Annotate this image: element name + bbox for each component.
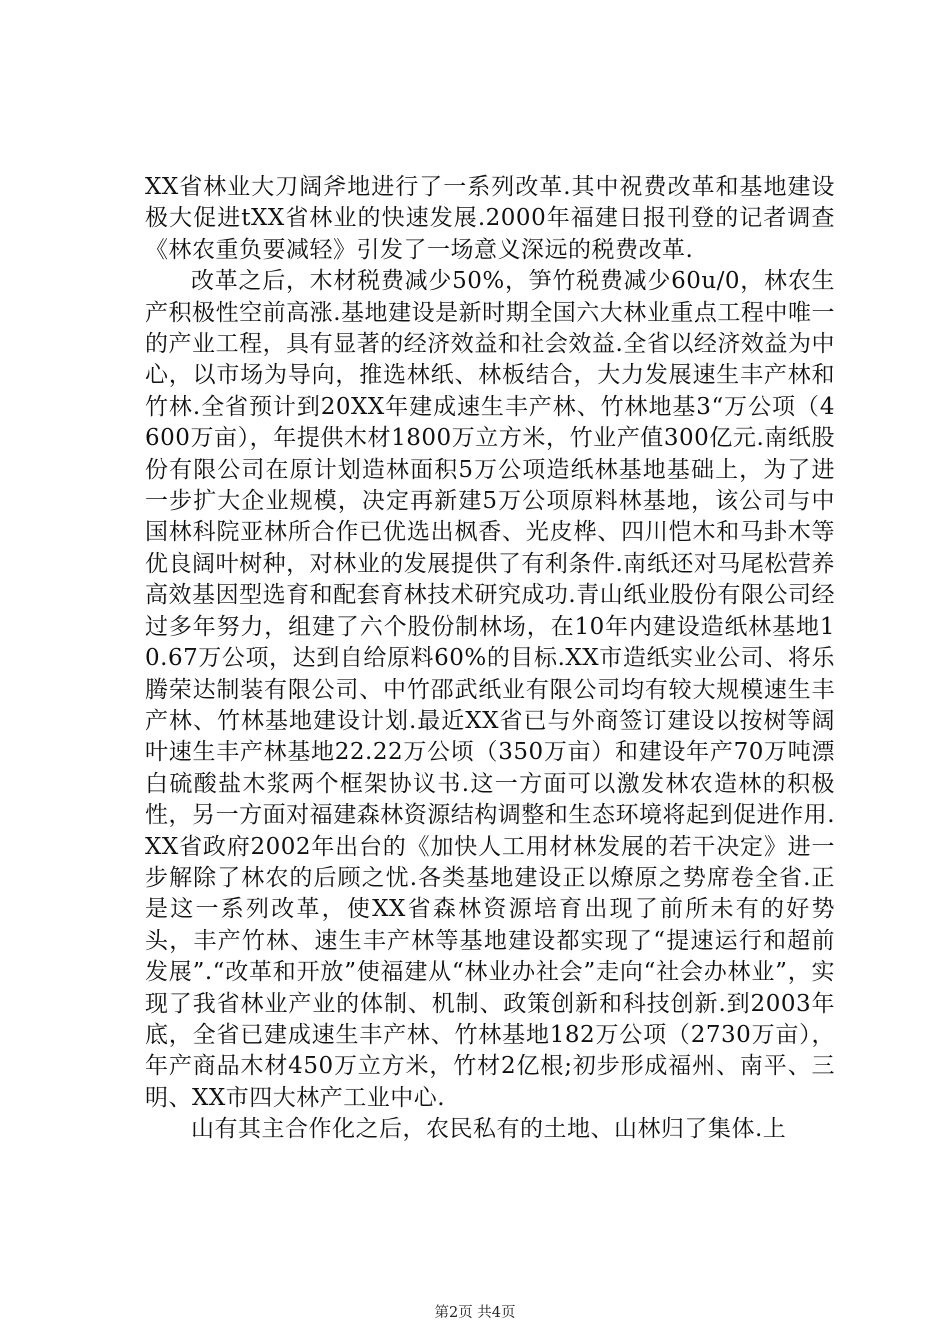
- paragraph-3: 山有其主合作化之后，农民私有的土地、山林归了集体.上: [191, 1116, 787, 1143]
- page-footer: 第2页 共4页: [434, 1305, 516, 1321]
- paragraph-1: XX省林业大刀阔斧地进行了一系列改革.其中祝费改革和基地建设极大促进tXX省林业的快速发展.2000年福建日报刊登的记者调查《林农重负要减轻》引发了一场意义深远的税费改革.: [145, 174, 835, 263]
- body-text: [145, 172, 835, 1146]
- paragraph-2: 改革之后，木材税费减少50%，笋竹税费减少60u/0，林农生产积极性空前高涨.基地建设是新时期全国六大林业重点工程中唯一的产业工程，具有显著的经济效益和社会效益.全省以经济效益为中心，以市场为导向，推选林纸、林板结合，大力发展速生丰产林和竹林.全省预计到20XX年建成速生丰产林、竹林地基3“万公项（4600万亩），年提供木材1800万立方米，竹业产值300亿元.南纸股份有限公司在原计划造林面积5万公项造纸林基地基础上，为了进一步扩大企业规模，决定再新建5万公项原料林基地，该公司与中国林科院亚林所合作已优选出枫香、光皮桦、四川恺木和马卦木等优良阔叶树种，对林业的发展提供了有利条件.南纸还对马尾松营养高效基因型选育和配套育林技术研究成功.青山纸业股份有限公司经过多年努力，组建了六个股份制林场，在10年内建设造纸林基地10.67万公项，达到自给原料60%的目标.XX市造纸实业公司、将乐腾荣达制装有限公司、中竹邵武纸业有限公司均有较大规模速生丰产林、竹林基地建设计划.最近XX省已与外商签订建设以按树等阔叶速生丰产林基地22.22万公顷（350万亩）和建设年产70万吨漂白硫酸盐木浆两个框架协议书.这一方面可以激发林农造林的积极性，另一方面对福建森林资源结构调整和生态环境将起到促进作用.XX省政府2002年出台的《加快人工用材林发展的若干决定》进一步解除了林农的后顾之忧.各类基地建设正以燎原之势席卷全省.正是这一系列改革，使XX省森林资源培育出现了前所未有的好势头，丰产竹林、速生丰产林等基地建设都实现了“提速运行和超前发展”.“改革和开放”使福建从“林业办社会”走向“社会办林业”，实现了我省林业产业的体制、机制、政策创新和科技创新.到2003年底，全省已建成速生丰产林、竹林基地182万公项（2730万亩），年产商品木材450万立方米，竹材2亿根;初步形成福州、南平、三明、XX市四大林产工业中心.: [145, 268, 835, 1111]
